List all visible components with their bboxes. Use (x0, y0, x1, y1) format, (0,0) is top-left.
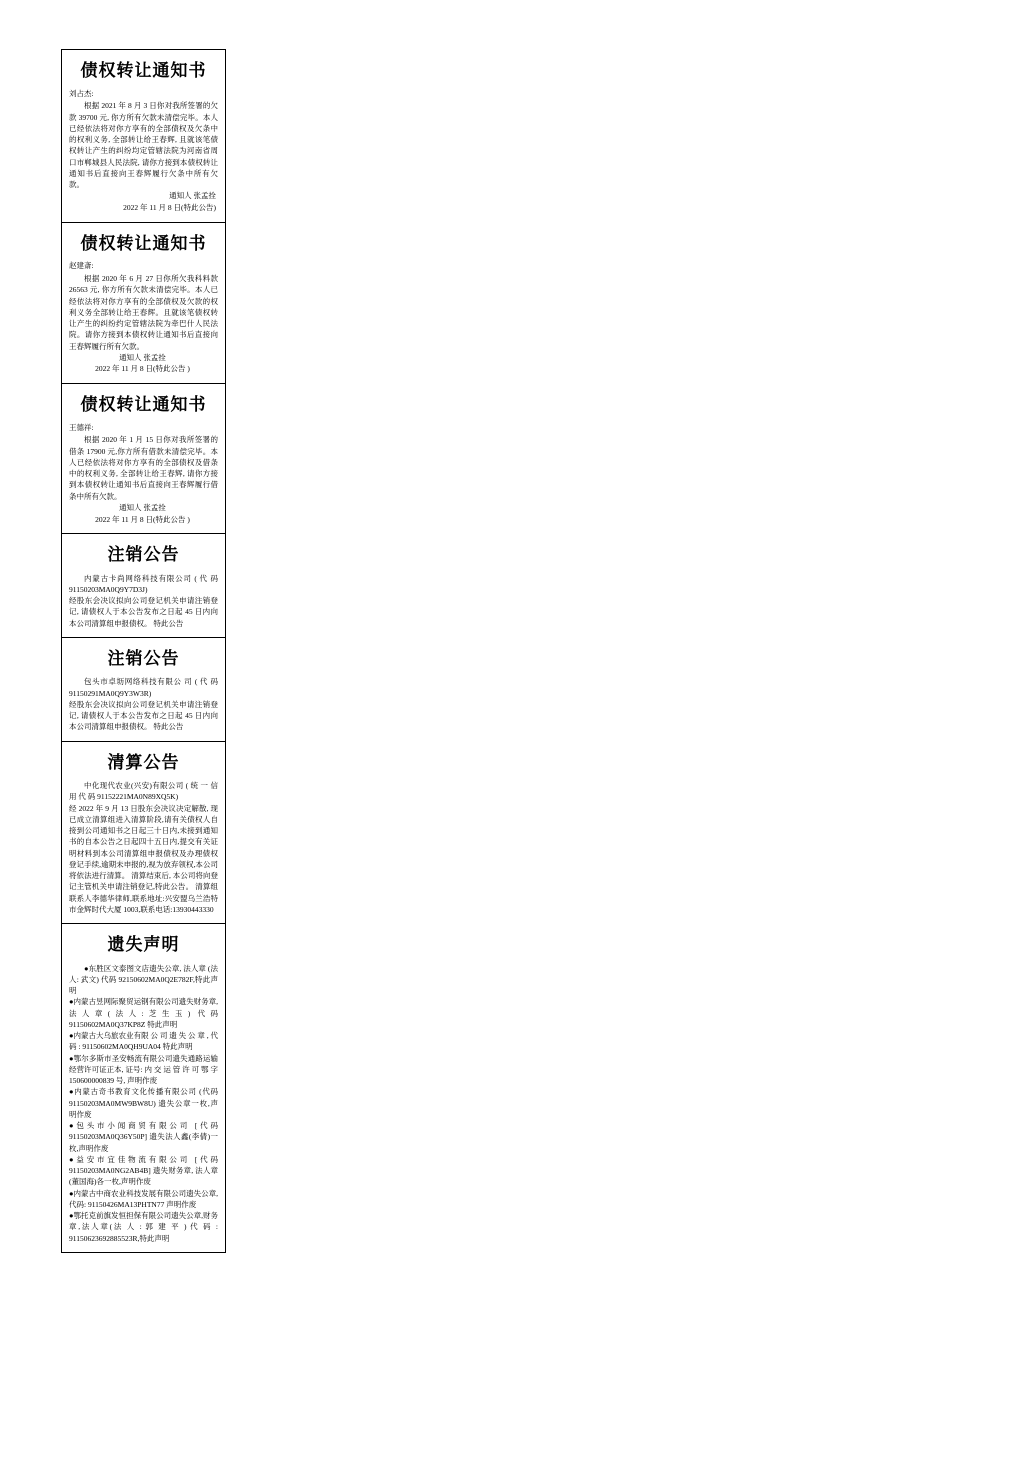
notice-company: 包头市卓坜网络科技有限公 司 ( 代 码 91150291MA0Q9Y3W3R) (69, 677, 218, 698)
loss-item: ●包头市小闻商贸有限公司 [代码 91150203MA0Q36Y50P] 遗失法人鑫(李倩)一枚,声明作废 (69, 1121, 218, 1153)
notice-title: 清算公告 (107, 752, 180, 772)
notice-title: 债权转让通知书 (80, 61, 207, 80)
loss-item: ●益安市宜佳物流有限公司 [代码 91150203MA0NG2AB4B] 遗失财务章, 法人章(董国海)各一枚,声明作废 (69, 1154, 218, 1187)
loss-item: ●内蒙古中商农业科技发展有限公司遗失公章,代码: 91150426MA13PHTN77 声明作废 (69, 1188, 218, 1209)
notice-debt-transfer-1 (61, 49, 226, 222)
notice-notifier: 通知人 张孟拴 (119, 352, 166, 362)
notice-debt-transfer-3 (61, 383, 226, 533)
notice-addressee: 赵建斎: (69, 261, 94, 271)
notice-title: 注销公告 (107, 648, 180, 668)
notice-body: 经 2022 年 9 月 13 日股东会决议决定解散, 现已成立清算组进入清算阶段,请有关债权人自接到公司通知书之日起三十日内,未接到通知书的自本公告之日起四十五日内,提交有关证明材料到本公司清算组申报债权及办理债权登记手续,逾期未申报的,视为放弃领权,本公司将依法进行清算。 清算结束后, 本公司将向登记主管机关申请注销登记,特此公告。 清算组联系人李德华律师,联系地址:兴安盟乌兰浩特市金辉时代大厦 1003,联系电话:13930443330 (69, 803, 218, 914)
notice-company: 中化现代农业(兴安)有限公司 ( 统 一 信 用 代 码 91152221MA0N89XQ5K) (69, 781, 218, 802)
notice-company: 内蒙古卡尚网络科技有限公司 ( 代 码 91150203MA0Q9Y7D3J) (69, 573, 218, 594)
loss-item: ●东胜区文泰图文店遗失公章, 法人章 (法人: 武文) 代码 92150602MA0Q2E782F,特此声明 (69, 963, 218, 996)
notice-body: 根据 2021 年 8 月 3 日你对我所签署的欠款 39700 元, 你方所有欠款未清偿完毕。本人已经依法将对你方享有的全部债权及欠条中的权利义务, 全部转让给王春辉, 且就该笔债权转让产生的纠纷均定管辖法院为河南省周口市郸城县人民法院, 请你方接到本债权转让通知书后直接向王春辉履行欠条中所有欠款。 (69, 101, 218, 190)
loss-item: ●内蒙古奇书教育文化传播有限公司 (代码 91150203MA0MW9BW8U) 遗失公章一枚,声明作废 (69, 1087, 218, 1119)
notice-notifier: 通知人 张孟拴 (169, 191, 216, 201)
notice-addressee: 刘占杰: (69, 88, 94, 98)
notice-liquidation-1 (61, 741, 226, 924)
notice-date: 2022 年 11 月 8 日(特此公告) (123, 203, 216, 212)
notice-body: 根据 2020 年 6 月 27 日你所欠我科料款 26563 元, 你方所有欠款未清偿完毕。本人已经依法将对你方享有的全部债权及欠款的权利义务全部转让给王春辉。且就该笔债权转让产生的纠纷约定管辖法院为牵巴什人民法院。请你方接到本债权转让通知书后直接向王春辉履行所有欠款。 (69, 274, 218, 351)
notice-debt-transfer-2 (61, 222, 226, 383)
notice-column (61, 49, 226, 1253)
loss-item: ●内蒙古大乌旅农业有限 公 司 遗 失 公 章 , 代 码 : 91150602MA0QH9UA04 特此声明 (69, 1031, 218, 1052)
notice-title: 债权转让通知书 (80, 395, 207, 414)
notice-body: 经股东会决议拟向公司登记机关申请注销登记, 请债权人于本公告发布之日起 45 日内向本公司清算组申报债权。 特此公告 (69, 596, 218, 628)
notice-notifier: 通知人 张孟拴 (119, 502, 166, 512)
loss-item: ●内蒙古昱网际聚贸运钢有限公司遗失财务章,法人章(法人:芝生玉) 代码 91150602MA0Q37KP8Z 特此声明 (69, 997, 218, 1029)
notice-title: 债权转让通知书 (80, 233, 207, 253)
notice-cancellation-2 (61, 637, 226, 741)
notice-title: 遗失声明 (107, 935, 180, 955)
loss-item: ●鄂托克前旗发恒担保有限公司遗失公章,财务章,法人章(法 人 : 郭 建 平 ) 代 码 : 91150623692885523R,特此声明 (69, 1211, 218, 1243)
notice-date: 2022 年 11 月 8 日(特此公告 ) (95, 514, 190, 524)
notice-body: 根据 2020 年 1 月 15 日你对我所签署的借条 17900 元,你方所有借款未清偿完毕。本人已经依法将对你方享有的全部债权及借条中的权利义务, 全部转让给王春辉, 请你方接到本债权转让通知书后直接向王春辉履行借条中所有欠款。 (69, 435, 218, 501)
loss-item: ●鄂尔多斯市圣安畅流有限公司遗失通路运输经营许可证正本, 证号: 内 交 运 管 许 可 鄂 字 150600000839 号, 声明作废 (69, 1053, 218, 1086)
notice-loss-declaration (61, 923, 226, 1253)
notice-title: 注销公告 (107, 545, 180, 565)
notice-body: 经股东会决议拟向公司登记机关申请注销登记, 请债权人于本公告发布之日起 45 日内向本公司清算组申报债权。 特此公告 (69, 699, 218, 732)
notice-cancellation-1 (61, 533, 226, 637)
notice-date: 2022 年 11 月 8 日(特此公告 ) (95, 364, 190, 374)
notice-addressee: 王德祥: (69, 422, 94, 432)
